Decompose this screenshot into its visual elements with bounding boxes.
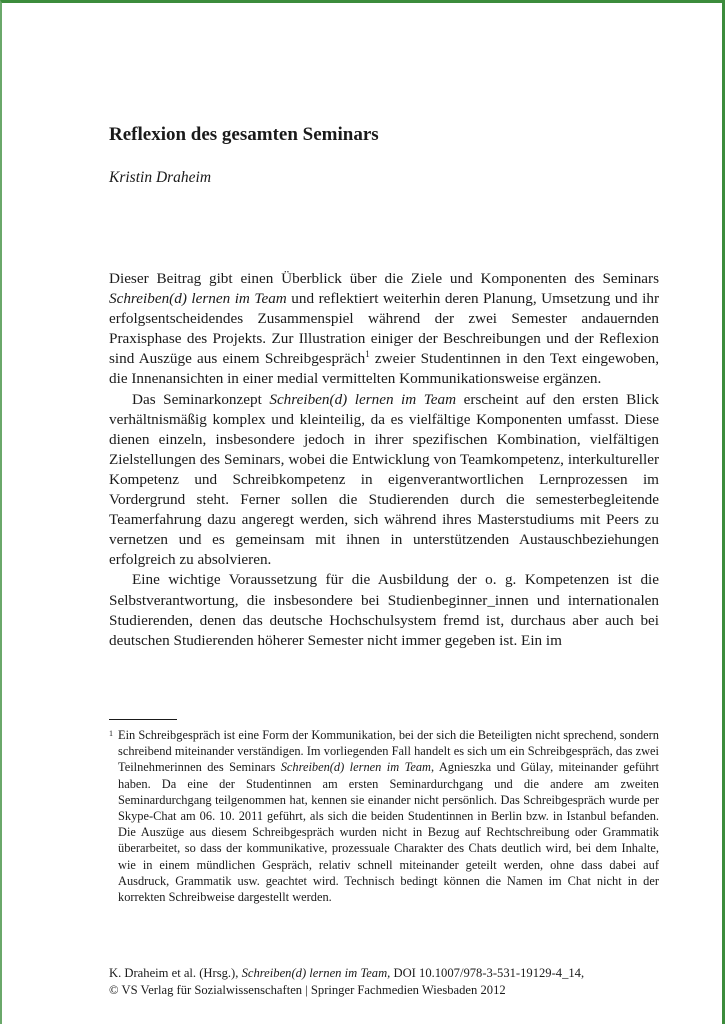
p2-text-c: erscheint auf den ersten Blick verhältnismäßig komplex und kleinteilig, da es vielfältige Komponenten umfasst. Diese dienen einzeln, insbesondere jedoch in ihrer spezifischen Kombination, vielfältigen Zielstellungen des Seminars, wobei die Entwicklung von Teamkompetenz, interkultureller Kompetenz und Schreibkompetenz in eigenverantwortlichen Lernprozessen im Vordergrund steht. Ferner sollen die Studierenden durch die semesterbegleitende Teamerfahrung dazu angeregt werden, sich während ihres Masterstudiums mit Peers zu vernetzen und es gemeinsam mit ihnen in unterstützenden Austauschbeziehungen erfolgreich zu absolvieren. — [109, 390, 659, 569]
chapter-author: Kristin Draheim — [109, 169, 212, 186]
citation-line — [109, 965, 669, 982]
fn-seminar-title: Schreiben(d) lernen im Team — [280, 760, 431, 775]
p1-text-a: Dieser Beitrag gibt einen Überblick über die Ziele und Komponenten des Seminars — [109, 270, 659, 287]
p1-seminar-title: Schreiben(d) lernen im Team — [109, 290, 287, 308]
p2-seminar-title: Schreiben(d) lernen im Team — [269, 390, 457, 408]
fn-text-c: , Agnieszka und Gülay, miteinander geführt haben. Da eine der Studentinnen am ersten Seminardurchgang und die andere am zweiten Seminardurchgang teilgenommen hat, kennen sie einander nicht persönlich. Das Schreibgespräch wurde per Skype-Chat am 06. 10. 2011 geführt, als sich die beiden Studentinnen in Berlin bzw. in Istanbul befanden. Die Auszüge aus diesem Schreibgespräch wurden nicht in Bezug auf Rechtschreibung oder Grammatik überarbeitet, so dass der kommunikative, prozessuale Charakter des Chats deutlich wird, bei dem Inhalte, wie in einem mündlichen Gespräch, relativ schnell miteinander geteilt werden, ohne dass dabei auf Ausdruck, Grammatik usw. geachtet wird. Technisch bedingt können die Namen im Chat nicht in der korrekten Schreibweise dargestellt werden. — [118, 760, 659, 905]
paragraph-2 — [109, 390, 659, 571]
footnote-reference[interactable]: 1 — [365, 349, 370, 360]
paragraph-3: Eine wichtige Voraussetzung für die Ausbildung der o. g. Kompetenzen ist die Selbstverantwortung, die insbesondere bei Studienbeginner_innen und internationalen Studierenden, denen das deutsche Hochschulsystem fremd ist, durchaus aber auch bei deutschen Studierenden höherer Semester nicht immer gegeben ist. Ein im — [109, 571, 659, 649]
paragraph-1 — [109, 269, 659, 390]
publication-info — [109, 965, 669, 999]
citation-doi[interactable]: DOI 10.1007/978-3-531-19129-4_14, — [393, 966, 585, 980]
citation-editors: K. Draheim et al. (Hrsg.), — [109, 966, 239, 980]
copyright-line: © VS Verlag für Sozialwissenschaften | Springer Fachmedien Wiesbaden 2012 — [109, 983, 506, 997]
chapter-title: Reflexion des gesamten Seminars — [109, 124, 379, 145]
p2-text-a: Das Seminarkonzept — [132, 390, 262, 408]
footnote-mark: 1 — [109, 729, 113, 738]
footnote-divider — [109, 719, 177, 720]
fn-text-a: Ein Schreibgespräch ist eine Form der Kommunikation, bei der sich die Beteiligten nicht sprechend, sondern schreibend miteinander verständigen. Im vorliegenden Fall handelt es sich um ein Schreibgespräch, das zwei Teilnehmerinnen des Seminars — [118, 728, 659, 775]
body-text — [109, 269, 659, 651]
citation-book-title: Schreiben(d) lernen im Team, — [241, 966, 391, 980]
p1-text-c: und reflektiert weiterhin deren Planung, Umsetzung und ihr erfolgsentscheidendes Zusammenspiel während der zwei Semester andauernden Praxisphase des Projekts. Zur Illustration einiger der Beschreibungen und der Reflexion sind Auszüge aus einem Schreibgespräch — [109, 290, 660, 368]
footnote-1 — [109, 727, 659, 905]
p1-text-d: zweier Studentinnen in den Text eingewoben, die Innenansichten in einer medial vermittelten Kommunikationsweise ergänzen. — [109, 350, 660, 388]
footnote-text — [109, 727, 659, 905]
